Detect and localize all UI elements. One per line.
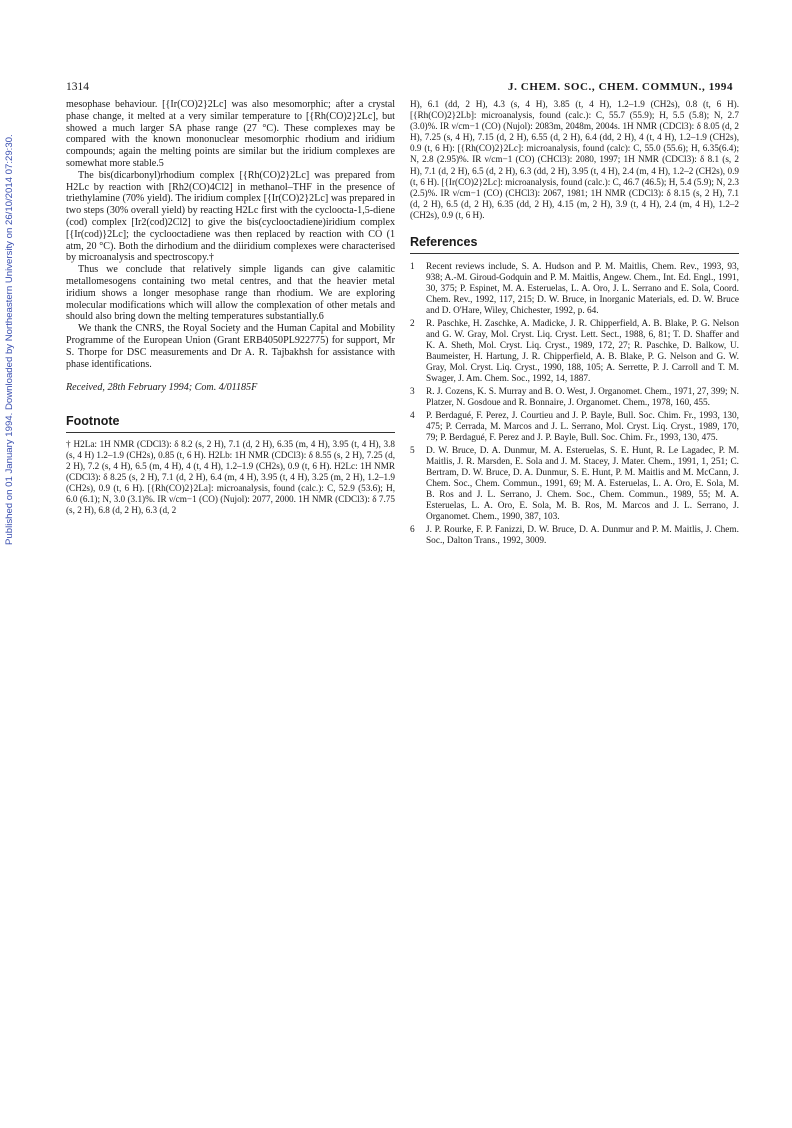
reference-item <box>410 262 739 317</box>
reference-number: 2 <box>410 318 415 329</box>
reference-text: R. J. Cozens, K. S. Murray and B. O. West, J. Organomet. Chem., 1971, 27, 399; N. Platzer, N. Gosdoue and R. Bonnaire, J. Organomet. Chem., 1978, 160, 455. <box>426 386 739 408</box>
reference-text: R. Paschke, H. Zaschke, A. Madicke, J. R. Chipperfield, A. B. Blake, P. G. Nelson and G. W. Gray, Mol. Cryst. Liq. Cryst. Lett. Sect., 1988, 6, 81; T. D. Shaffer and K. A. Sheth, Mol. Cryst. Liq. Cryst., 1989, 172, 27; R. Paschke, D. Balkow, U. Baumeister, H. Hartung, J. R. Chipperfield, A. B. Blake, P. G. Nelson and G. W. Gray, Mol. Cryst. Liq. Cryst., 1990, 188, 105; A. Serrette, P. J. Carroll and T. M. Swager, J. Am. Chem. Soc., 1992, 14, 1887. <box>426 318 739 384</box>
body-paragraph-3: Thus we conclude that relatively simple ligands can give calamitic metallomesogens containing two metal centres, and that the heavier metal iridium shows a longer mesophase range than rhodium. We are exploring molecular modifications which will allow the complexation of other metals and should also bring down the melting temperatures substantially.6 <box>66 264 395 323</box>
footnote-divider <box>66 432 395 433</box>
footnote-continued-text: H), 6.1 (dd, 2 H), 4.3 (s, 4 H), 3.85 (t, 4 H), 1.2–1.9 (CH2s), 0.8 (t, 6 H). [{Rh(CO)2}2Lb]: microanalysis, found (calc.): C, 55.7 (55.9); H, 5.5 (5.8); N, 2.7 (3.0)%. IR ν/cm−1 (CO) (Nujol): 2083m, 2048m, 2004s. 1H NMR (CDCl3): δ 8.05 (d, 2 H), 7.25 (s, 4 H), 7.15 (d, 2 H), 6.55 (d, 2 H), 6.4 (dd, 2 H), 4 (t, 4 H), 1.2–1.9 (CH2s), 0.9 (t, 6 H): [{Rh(CO)2}2Lc]: microanalysis, found (calc): C, 55.0 (55.6); H, 6.35(6.4); N, 2.8 (2.95)%. IR ν/cm−1 (CO) (CHCl3): 2080, 1997; 1H NMR (CDCl3): δ 8.1 (s, 2 H), 7.1 (d, 2 H), 6.5 (d, 2 H), 6.3 (dd, 2 H), 3.95 (t, 4 H), 2.4 (m, 4 H), 1.2–2 (CH2s), 0.9 (t, 6 H). [{Ir(CO)2}2Lc]: microanalysis, found (calc.): C, 46.7 (46.5); H, 5.4 (5.9); N, 2.3 (2.5)%. IR ν/cm−1 (CO) (CHCl3): 2067, 1981; 1H NMR (CDCl3): δ 8.15 (s, 2 H), 7.1 (d, 2 H), 6.5 (d, 2 H), 6.35 (dd, 2 H), 4.15 (m, 2 H), 3.9 (t, 4 H), 2.4 (m, 4 H), 1.2–2 (CH2s), 0.9 (t, 6 H). <box>410 99 739 220</box>
footnote-continued <box>410 99 739 221</box>
reference-text: Recent reviews include, S. A. Hudson and P. M. Maitlis, Chem. Rev., 1993, 93, 938; A.-M. Giroud-Godquin and P. M. Maitlis, Angew. Chem., Int. Ed. Engl., 1991, 30, 375; P. Espinet, M. A. Esteruelas, L. A. Oro, J. L. Serrano and E. Sola, Coord. Chem. Rev., 1992, 117, 215; D. W. Bruce, in Inorganic Materials, ed. D. W. Bruce and D. O'Hare, Wiley, Chichester, 1992, p. 64. <box>426 261 739 316</box>
references-divider <box>410 253 739 254</box>
reference-item <box>410 411 739 444</box>
reference-text: P. Berdagué, F. Perez, J. Courtieu and J. P. Bayle, Bull. Soc. Chim. Fr., 1993, 130, 475; P. Cerrada, M. Marcos and J. L. Serrano, Mol. Cryst. Liq. Cryst., 1989, 170, 79; P. Berdagué, F. Perez and J. P. Bayle, Bull. Soc. Chim. Fr., 1993, 130, 475. <box>426 410 739 443</box>
reference-item <box>410 446 739 523</box>
footnote-heading: Footnote <box>66 414 120 429</box>
footnote <box>66 439 395 517</box>
reference-number: 3 <box>410 386 415 397</box>
reference-number: 1 <box>410 261 415 272</box>
download-watermark: Published on 01 January 1994. Downloaded by Northeastern University on 26/10/2014 07:29:30. <box>4 134 15 546</box>
journal-header: J. CHEM. SOC., CHEM. COMMUN., 1994 <box>508 81 734 93</box>
footnote-text: † H2La: 1H NMR (CDCl3): δ 8.2 (s, 2 H), 7.1 (d, 2 H), 6.35 (m, 4 H), 3.95 (t, 4 H), 3.8 (s, 4 H) 1.2–1.9 (CH2s), 0.85 (t, 6 H). H2Lb: 1H NMR (CDCl3): δ 8.55 (s, 2 H), 7.25 (d, 2 H), 7.2 (s, 4 H), 6.5 (m, 4 H), 4 (t, 4 H), 1.2–1.9 (CH2s), 0.9 (t, 6 H). H2Lc: 1H NMR (CDCl3): δ 8.25 (s, 2 H), 7.1 (d, 2 H), 6.4 (m, 4 H), 3.95 (t, 4 H), 3.25 (m, 2 H), 1.2–1.9 (CH2s), 0.9 (t, 6 H). [{Rh(CO)2}2La]: microanalysis, found (calc.): C, 52.9 (53.6); H, 6.0 (6.1); N, 3.0 (3.1)%. IR ν/cm−1 (CO) (Nujol): 2077, 2000. 1H NMR (CDCl3): δ 7.75 (s, 2 H), 6.8 (d, 2 H), 6.3 (d, 2 <box>66 438 395 516</box>
reference-text: D. W. Bruce, D. A. Dunmur, M. A. Esteruelas, S. E. Hunt, R. Le Lagadec, P. M. Maitlis, J. R. Marsden, E. Sola and J. M. Stacey, J. Mater. Chem., 1991, 1, 251; C. Bertram, D. W. Bruce, D. A. Dunmur, S. E. Hunt, P. M. Maitlis and M. McCann, J. Chem. Soc., Chem. Commun., 1991, 69; M. A. Esteruelas, L. A. Oro, E. Sola, M. B. Ros and J. L. Serrano, J. Chem. Soc., Chem. Commun., 1989, 55; M. A. Esteruelas, L. A. Oro, E. Sola, M. B. Ros, M. Marcos and J. L. Serrano, J. Organomet. Chem., 1990, 387, 103. <box>426 445 739 522</box>
reference-list <box>410 262 739 547</box>
body-paragraph-2: The bis(dicarbonyl)rhodium complex [{Rh(CO)2}2Lc] was prepared from H2Lc by reaction with [Rh2(CO)4Cl2] in methanol–THF in the presence of triethylamine (70% yield). The iridium complex [{Ir(CO)2}2Lc] was prepared in two steps (30% overall yield) by reacting H2Lc first with the cycloocta-1,5-diene (cod) complex [Ir2(cod)2Cl2] to give the bis(cyclooctadiene)iridium complex [{Ir(cod)}2Lc]; the cyclooctadiene was then replaced by reaction with CO (1 atm, 20 °C). Both the dirhodium and the diiridium complexes were characterised by microanalysis and spectroscopy.† <box>66 169 395 264</box>
reference-item <box>410 387 739 409</box>
page-number: 1314 <box>66 81 89 93</box>
acknowledgements: We thank the CNRS, the Royal Society and the Human Capital and Mobility Programme of the European Union (Grant ERB4050PL922775) for support, Mr S. Thorpe for DSC measurements and Dr A. R. Tajbakhsh for assistance with phase identifications. <box>66 323 395 370</box>
reference-item <box>410 525 739 547</box>
received-date: Received, 28th February 1994; Com. 4/01185F <box>66 382 258 394</box>
reference-number: 6 <box>410 524 415 535</box>
reference-number: 4 <box>410 410 415 421</box>
reference-text: J. P. Rourke, F. P. Fanizzi, D. W. Bruce, D. A. Dunmur and P. M. Maitlis, J. Chem. Soc., Dalton Trans., 1992, 3009. <box>426 524 739 546</box>
references-heading: References <box>410 235 478 250</box>
left-column <box>66 99 395 517</box>
right-column <box>410 99 739 549</box>
reference-number: 5 <box>410 445 415 456</box>
body-paragraph-1: mesophase behaviour. [{Ir(CO)2}2Lc] was also mesomorphic; after a crystal phase change, it melted at a very similar temperature to [{Rh(CO)2}2Lc], but showed a much larger SA phase range (27 °C). These complexes may be compared with the known mononuclear mesomorphic rhodium and iridium compounds; again the melting points are similar but the iridium complexes are somewhat more stable.5 <box>66 99 395 169</box>
reference-item <box>410 319 739 385</box>
